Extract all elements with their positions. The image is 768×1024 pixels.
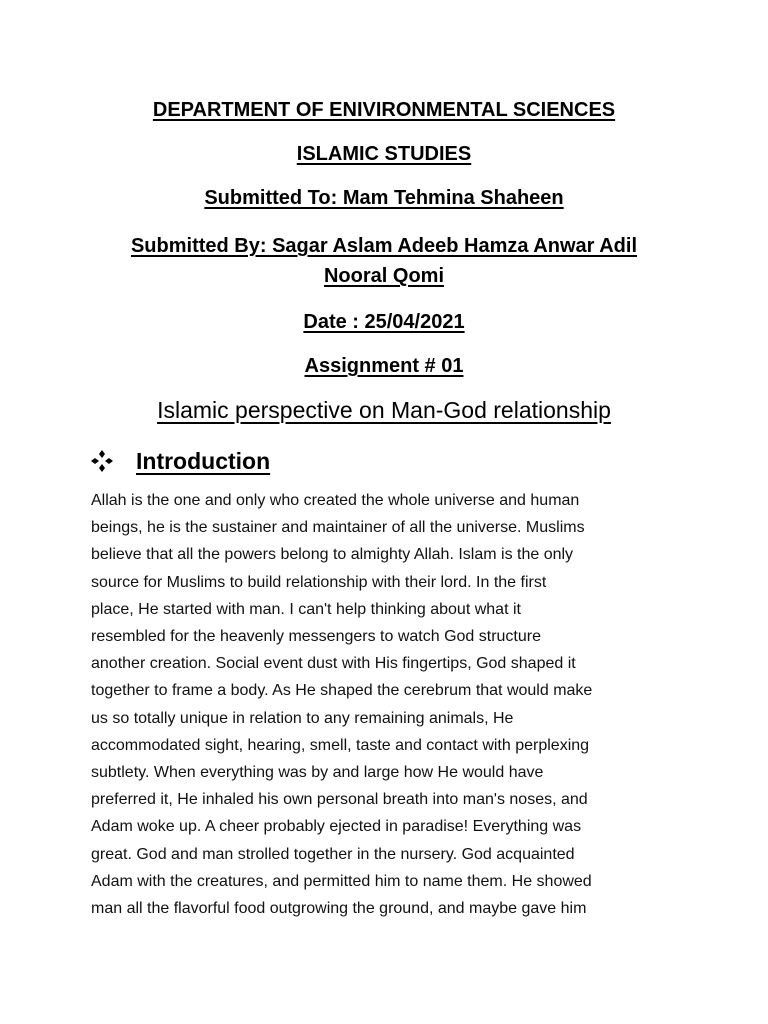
submitted-by-line-2: Nooral Qomi bbox=[323, 265, 444, 287]
paragraph-line: Adam woke up. A cheer probably ejected in paradise! Everything was bbox=[91, 818, 582, 836]
paragraph-line: Adam with the creatures, and permitted him to name them. He showed bbox=[91, 872, 592, 890]
diamond-bullet-icon bbox=[90, 449, 114, 473]
paragraph-line: beings, he is the sustainer and maintainer of all the universe. Muslims bbox=[91, 519, 585, 537]
assignment-title: Islamic perspective on Man-God relationship bbox=[157, 397, 611, 423]
paragraph-line: us so totally unique in relation to any remaining animals, He bbox=[91, 709, 514, 727]
paragraph-line: source for Muslims to build relationship with their lord. In the first bbox=[91, 573, 547, 591]
paragraph-line: resembled for the heavenly messengers to watch God structure bbox=[91, 628, 541, 646]
submitted-to-line: Submitted To: Mam Tehmina Shaheen bbox=[204, 187, 564, 209]
paragraph-line: another creation. Social event dust with His fingertips, God shaped it bbox=[91, 655, 576, 673]
date-line: Date : 25/04/2021 bbox=[303, 311, 465, 333]
paragraph-line: accommodated sight, hearing, smell, taste and contact with perplexing bbox=[91, 736, 590, 754]
paragraph-line: great. God and man strolled together in the nursery. God acquainted bbox=[91, 845, 575, 863]
submitted-by-block bbox=[60, 231, 708, 291]
submitted-by-line-1: Submitted By: Sagar Aslam Adeeb Hamza Anwar Adil bbox=[130, 235, 638, 257]
paragraph-line: together to frame a body. As He shaped the cerebrum that would make bbox=[91, 682, 593, 700]
paragraph-line: man all the flavorful food outgrowing the ground, and maybe gave him bbox=[91, 900, 587, 918]
paragraph-line: Allah is the one and only who created the whole universe and human bbox=[91, 492, 580, 509]
assignment-number: Assignment # 01 bbox=[304, 355, 464, 377]
paragraph-line: preferred it, He inhaled his own personal breath into man's noses, and bbox=[91, 791, 588, 809]
paragraph-line: place, He started with man. I can't help thinking about what it bbox=[91, 600, 521, 618]
department-heading: DEPARTMENT OF ENIVIRONMENTAL SCIENCES bbox=[152, 99, 616, 121]
paragraph-line: believe that all the powers belong to almighty Allah. Islam is the only bbox=[91, 546, 574, 564]
paragraph-line: subtlety. When everything was by and large how He would have bbox=[91, 764, 544, 782]
subject-heading: ISLAMIC STUDIES bbox=[296, 143, 472, 165]
introduction-paragraph bbox=[91, 487, 691, 922]
introduction-heading-label: Introduction bbox=[136, 448, 271, 474]
section-heading-introduction bbox=[90, 445, 270, 477]
